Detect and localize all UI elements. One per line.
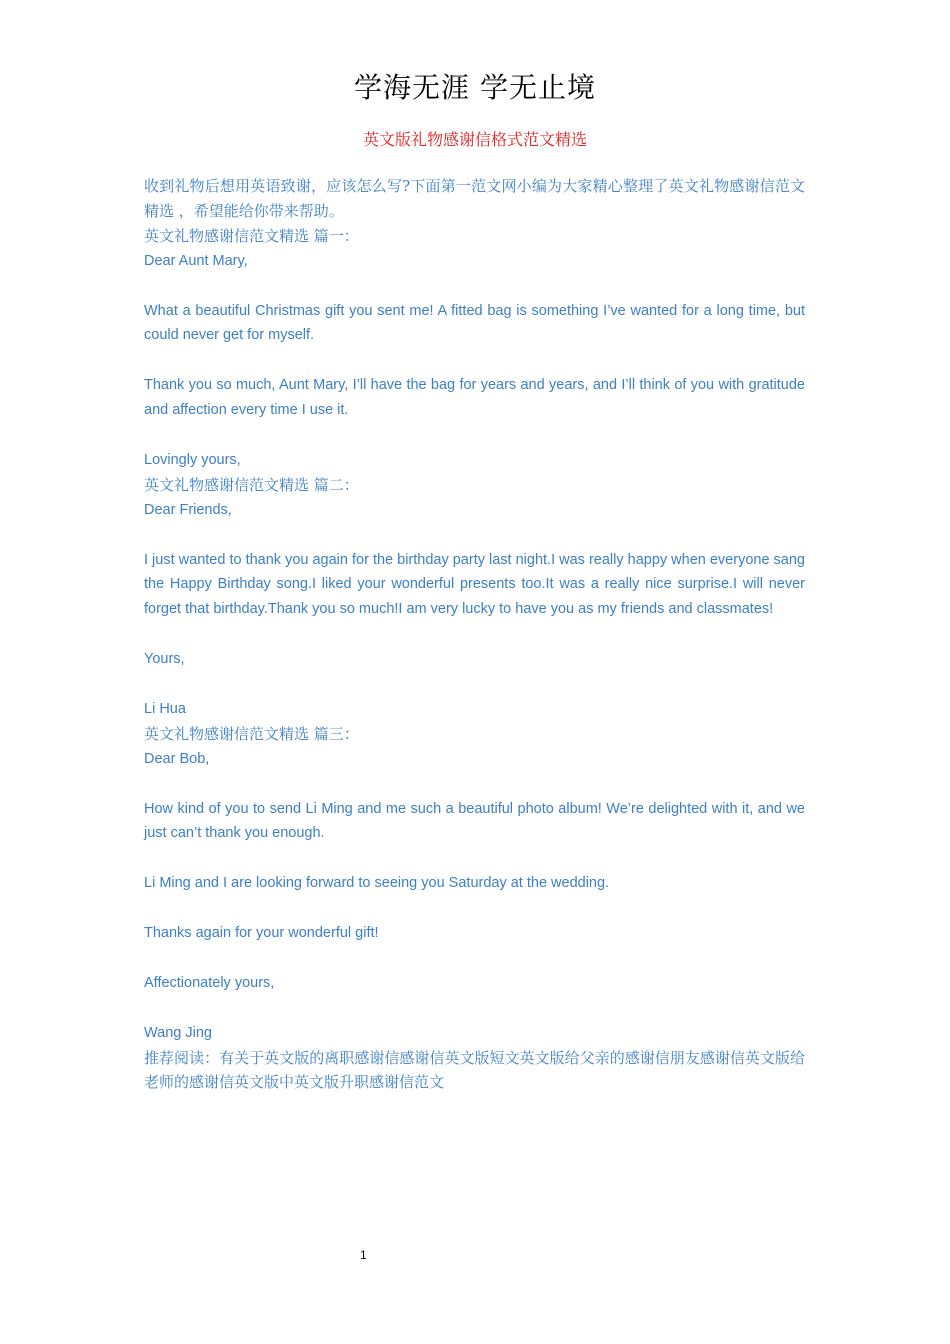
letter-2-heading: 英文礼物感谢信范文精选 篇二：	[144, 475, 359, 494]
letter-1-closing: Lovingly yours,	[144, 451, 241, 468]
page-header-title: 学海无涯 学无止境	[354, 71, 596, 104]
letter-3-signature: Wang Jing	[144, 1024, 212, 1041]
letter-1-heading: 英文礼物感谢信范文精选 篇一：	[144, 226, 359, 245]
page-number: 1	[360, 1248, 367, 1262]
letter-3-greeting: Dear Bob,	[144, 750, 210, 767]
letter-1-paragraph-2: Thank you so much, Aunt Mary, I’ll have the bag for years and years, and I’ll think of you with gratitude and affection every time I use it.	[144, 377, 805, 419]
letter-3-paragraph-1: How kind of you to send Li Ming and me such a beautiful photo album! We’re delighted with it, and we just can’t thank you enough.	[144, 800, 805, 842]
letter-3-paragraph-2: Li Ming and I are looking forward to seeing you Saturday at the wedding.	[144, 875, 610, 892]
letter-1-greeting: Dear Aunt Mary,	[144, 252, 248, 269]
letter-2-paragraph-1: I just wanted to thank you again for the birthday party last night.I was really happy when everyone sang the Happy Birthday song.I liked your wonderful presents too.It was a really nice surprise.I will never forget that birthday.Thank you so much!I am very lucky to have you as my friends and classmates!	[144, 551, 805, 618]
letter-1-paragraph-1: What a beautiful Christmas gift you sent me! A fitted bag is something I’ve wanted for a long time, but could never get for myself.	[144, 302, 805, 344]
letter-3-closing: Affectionately yours,	[144, 974, 275, 991]
letter-2-closing: Yours,	[144, 651, 185, 668]
letter-3-paragraph-3: Thanks again for your wonderful gift!	[144, 925, 379, 942]
letter-2-greeting: Dear Friends,	[144, 501, 232, 518]
document-subtitle: 英文版礼物感谢信格式范文精选	[362, 130, 587, 149]
recommended-reading: 推荐阅读：有关于英文版的离职感谢信感谢信英文版短文英文版给父亲的感谢信朋友感谢信英文版给老师的感谢信英文版中英文版升职感谢信范文	[144, 1048, 805, 1092]
letter-2-signature: Li Hua	[144, 700, 186, 717]
document-body	[144, 174, 805, 1095]
intro-paragraph: 收到礼物后想用英语致谢，应该怎么写?下面第一范文网小编为大家精心整理了英文礼物感谢信范文精选 ，希望能给你带来帮助。	[144, 177, 805, 220]
letter-3-heading: 英文礼物感谢信范文精选 篇三：	[144, 724, 359, 743]
